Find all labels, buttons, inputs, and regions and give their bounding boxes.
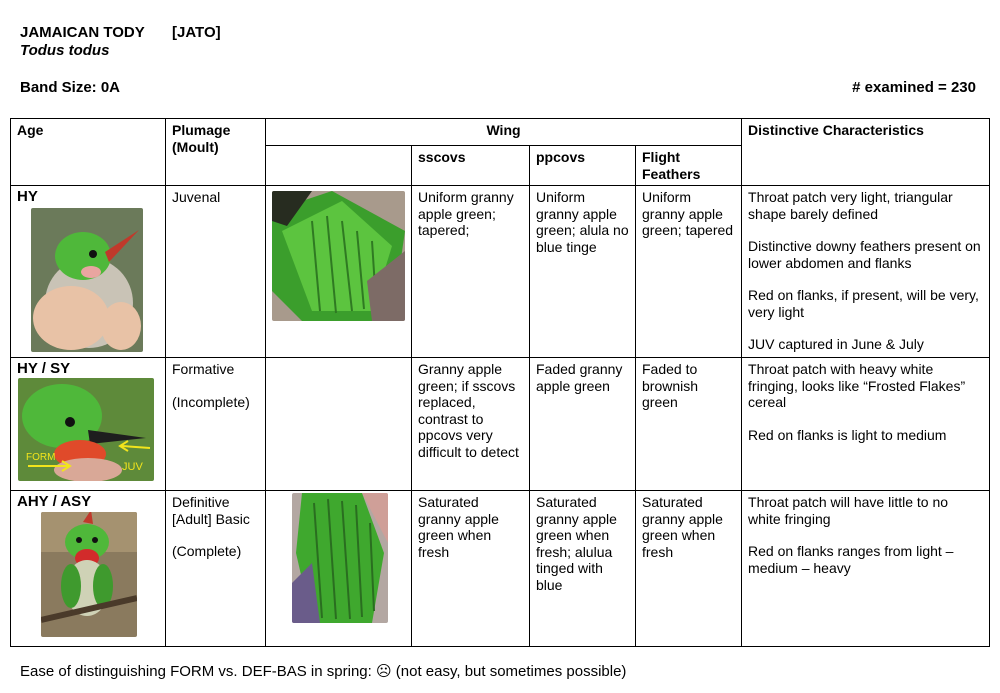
ppcovs-cell: Uniform granny apple green; alula no blue tinge xyxy=(530,186,636,358)
distinctive-cell xyxy=(742,491,990,647)
distinctive-cell xyxy=(742,358,990,491)
col-header-age: Age xyxy=(11,119,166,186)
table-row xyxy=(11,358,990,491)
plumage-text: Juvenal xyxy=(172,189,221,205)
col-header-plumage: Plumage (Moult) xyxy=(166,119,266,186)
characteristic-text: Red on flanks is light to medium xyxy=(748,426,947,443)
juvenile-bird-photo xyxy=(31,208,143,352)
plumage-cell xyxy=(166,491,266,647)
sscovs-cell: Saturated granny apple green when fresh xyxy=(412,491,530,647)
age-label: HY xyxy=(17,188,38,205)
col-header-flight: Flight Feathers xyxy=(636,146,742,186)
plumage-text: Definitive [Adult] Basic xyxy=(172,494,250,527)
col-header-wing: Wing xyxy=(266,119,742,146)
flight-cell: Faded to brownish green xyxy=(636,358,742,491)
age-label: HY / SY xyxy=(17,360,71,377)
wing-photo-cell xyxy=(266,186,412,358)
table-row xyxy=(11,491,990,647)
characteristic-text: Distinctive downy feathers present on lower abdomen and flanks xyxy=(748,238,981,271)
characteristic-text: Throat patch very light, triangular shape barely defined xyxy=(748,189,953,222)
formative-bird-photo xyxy=(18,378,154,481)
aging-table xyxy=(10,118,990,647)
ppcovs-cell: Saturated granny apple green when fresh; alulua tinged with blue xyxy=(530,491,636,647)
plumage-moult-text: (Complete) xyxy=(172,543,242,559)
band-size: Band Size: 0A xyxy=(20,79,121,96)
age-cell xyxy=(11,186,166,358)
species-common-name: JAMAICAN TODY xyxy=(20,24,145,41)
flight-cell: Saturated granny apple green when fresh xyxy=(636,491,742,647)
plumage-cell xyxy=(166,186,266,358)
characteristic-text: Red on flanks, if present, will be very, very light xyxy=(748,287,979,320)
col-header-sscovs: sscovs xyxy=(412,146,530,186)
age-cell xyxy=(11,358,166,491)
juvenile-wing-photo xyxy=(272,191,405,321)
wing-photo-cell xyxy=(266,358,412,491)
adult-wing-photo xyxy=(292,493,388,623)
characteristic-text: Throat patch will have little to no white fringing xyxy=(748,494,949,527)
species-scientific-name: Todus todus xyxy=(20,42,110,59)
plumage-cell xyxy=(166,358,266,491)
distinctive-cell xyxy=(742,186,990,358)
ppcovs-cell: Faded granny apple green xyxy=(530,358,636,491)
age-label: AHY / ASY xyxy=(17,493,92,510)
characteristic-text: Red on flanks ranges from light – medium – heavy xyxy=(748,543,954,576)
plumage-text: Formative xyxy=(172,361,235,377)
juv-arrow-label: JUV xyxy=(122,460,143,473)
characteristic-text: JUV captured in June & July xyxy=(748,336,924,352)
plumage-moult-text: (Incomplete) xyxy=(172,393,250,410)
col-header-ppcovs: ppcovs xyxy=(530,146,636,186)
flight-cell: Uniform granny apple green; tapered xyxy=(636,186,742,358)
ease-of-distinguishing-note: Ease of distinguishing FORM vs. DEF-BAS in spring: ☹ (not easy, but sometimes possible) xyxy=(20,663,627,680)
sscovs-cell: Uniform granny apple green; tapered; xyxy=(412,186,530,358)
wing-photo-cell xyxy=(266,491,412,647)
wing-photo-header xyxy=(266,146,412,186)
sscovs-cell: Granny apple green; if sscovs replaced, contrast to ppcovs very difficult to detect xyxy=(412,358,530,491)
table-row xyxy=(11,186,990,358)
examined-count: # examined = 230 xyxy=(852,79,976,96)
adult-bird-photo xyxy=(41,512,137,637)
form-arrow-label: FORM xyxy=(26,451,56,463)
age-cell xyxy=(11,491,166,647)
col-header-distinctive: Distinctive Characteristics xyxy=(742,119,990,186)
characteristic-text: Throat patch with heavy white fringing, looks like “Frosted Flakes” cereal xyxy=(748,361,966,410)
species-code: [JATO] xyxy=(172,24,221,41)
